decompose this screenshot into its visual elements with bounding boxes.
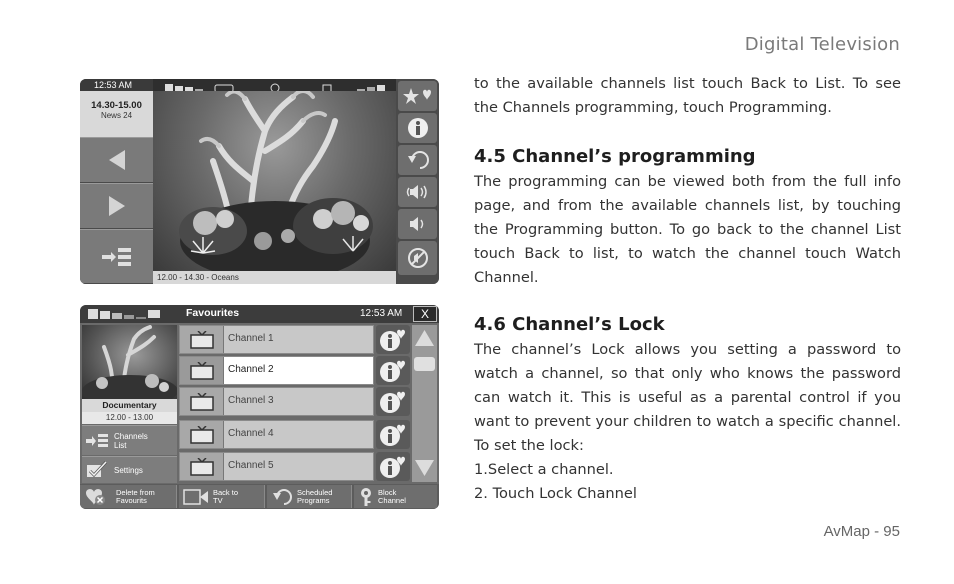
favourites-header (80, 305, 439, 323)
program-thumbnail (82, 325, 177, 399)
channel-label: Channel 2 (228, 364, 274, 375)
back-tv-icon (183, 489, 209, 505)
tv-box (180, 388, 224, 415)
info-icon (407, 117, 429, 139)
channel-info-button[interactable] (376, 325, 410, 354)
tv-box (180, 421, 224, 448)
info-left-panel (80, 79, 153, 284)
settings-label: Settings (114, 465, 143, 475)
channels-list-button[interactable] (82, 425, 177, 455)
channel-info-button[interactable] (376, 356, 410, 385)
volume-down-icon (407, 215, 429, 233)
volume-down-button[interactable] (398, 209, 437, 239)
scheduled-icon (272, 488, 294, 506)
tv-icon (190, 458, 214, 476)
tv-info-screenshot (80, 79, 439, 284)
channel-row[interactable] (179, 325, 374, 354)
arrow-left-icon (107, 148, 127, 172)
back-to-tv-label: Back to TV (213, 488, 239, 505)
tv-icon (190, 393, 214, 411)
section-lock-body: The channel’s Lock allows you setting a password to watch a channel, so that only who knows the password can watch it. This is useful as a parental control if you want to prevent your children to watch a specific channel. To set the lock: (474, 341, 901, 454)
channel-row[interactable] (179, 387, 374, 416)
list-icon (86, 433, 108, 449)
scheduled-programs-button[interactable] (267, 485, 352, 508)
block-channel-label: Block Channel (378, 488, 406, 505)
signal-strength-icon (88, 308, 163, 320)
settings-check-icon (86, 461, 108, 479)
info-button[interactable] (398, 113, 437, 143)
channel-list-button[interactable] (80, 229, 153, 284)
channel-row[interactable] (179, 452, 374, 481)
channel-label: Channel 4 (228, 428, 274, 439)
settings-button[interactable] (82, 456, 177, 483)
coral-reef-image (82, 325, 177, 399)
delete-heart-icon (84, 487, 106, 506)
channel-row[interactable] (179, 420, 374, 449)
program-name: News 24 (100, 111, 133, 120)
program-name: Documentary (82, 399, 177, 412)
info-right-panel (396, 79, 439, 284)
clock-label: 12:53 AM (360, 308, 403, 319)
channel-info-button[interactable] (376, 452, 410, 481)
page-number: AvMap - 95 (823, 523, 900, 540)
scheduled-programs-label: Scheduled Programs (297, 488, 333, 505)
running-head: Digital Television (744, 34, 900, 55)
list-scrollbar[interactable] (412, 325, 437, 482)
star-heart-icon (403, 87, 433, 105)
section-programming-body: The programming can be viewed both from the full info page, and from the available channels list, by touching the Programming button. To go back to the channel List touch Back to list, to watch the channel touch Watch Channel. (474, 173, 901, 286)
channel-row[interactable] (179, 356, 374, 385)
channel-info-button[interactable] (376, 420, 410, 449)
mute-icon (407, 247, 429, 269)
block-channel-button[interactable] (354, 485, 437, 508)
channel-label: Channel 3 (228, 395, 274, 406)
info-heart-icon (379, 390, 407, 414)
back-arrow-icon (406, 150, 430, 170)
mute-button[interactable] (398, 241, 437, 275)
info-heart-icon (379, 328, 407, 352)
scroll-down-icon[interactable] (414, 459, 435, 477)
status-bar (153, 79, 396, 91)
bottom-toolbar (80, 484, 439, 509)
channel-label: Channel 1 (228, 333, 274, 344)
info-heart-icon (379, 423, 407, 447)
favourites-title: Favourites (186, 307, 240, 319)
delete-from-favourites-button[interactable] (80, 485, 177, 508)
scroll-up-icon[interactable] (414, 329, 435, 347)
tv-box (180, 357, 224, 384)
back-button[interactable] (398, 145, 437, 175)
lock-icon (359, 487, 373, 507)
lock-step: 2. Touch Lock Channel (474, 485, 637, 502)
channels-list-label: Channels List (114, 431, 148, 450)
channel-info-button[interactable] (376, 387, 410, 416)
program-time: 12.00 - 13.00 (82, 412, 177, 424)
back-to-tv-button[interactable] (179, 485, 265, 508)
list-icon (102, 247, 132, 267)
coral-reef-image (153, 91, 396, 271)
manual-text-column (474, 72, 901, 506)
program-caption: 12.00 - 14.30 - Oceans (153, 271, 396, 284)
lock-step: 1.Select a channel. (474, 461, 614, 478)
tv-box (180, 453, 224, 480)
lock-steps (474, 458, 901, 506)
tv-box (180, 326, 224, 353)
arrow-right-icon (107, 194, 127, 218)
scroll-thumb[interactable] (414, 357, 435, 371)
next-channel-button[interactable] (80, 183, 153, 229)
channel-label: Channel 5 (228, 460, 274, 471)
current-program-box (80, 91, 153, 137)
tv-icon (190, 426, 214, 444)
program-time: 14.30-15.00 (91, 100, 142, 111)
section-programming-heading: 4.5 Channel’s programming (474, 146, 756, 167)
tv-video-image (153, 91, 396, 271)
intro-paragraph: to the available channels list touch Back to List. To see the Channels programming, touch Programming. (474, 75, 901, 116)
favourites-button[interactable] (398, 81, 437, 111)
info-heart-icon (379, 359, 407, 383)
tv-icon (190, 362, 214, 380)
info-heart-icon (379, 455, 407, 479)
close-button[interactable]: X (413, 306, 437, 322)
delete-from-favourites-label: Delete from Favourits (116, 488, 155, 505)
previous-channel-button[interactable] (80, 137, 153, 183)
clock-label: 12:53 AM (80, 79, 153, 91)
tv-favourites-screenshot (80, 305, 439, 509)
volume-up-icon (405, 183, 431, 201)
section-lock-heading: 4.6 Channel’s Lock (474, 314, 665, 335)
volume-up-button[interactable] (398, 177, 437, 207)
tv-icon (190, 331, 214, 349)
